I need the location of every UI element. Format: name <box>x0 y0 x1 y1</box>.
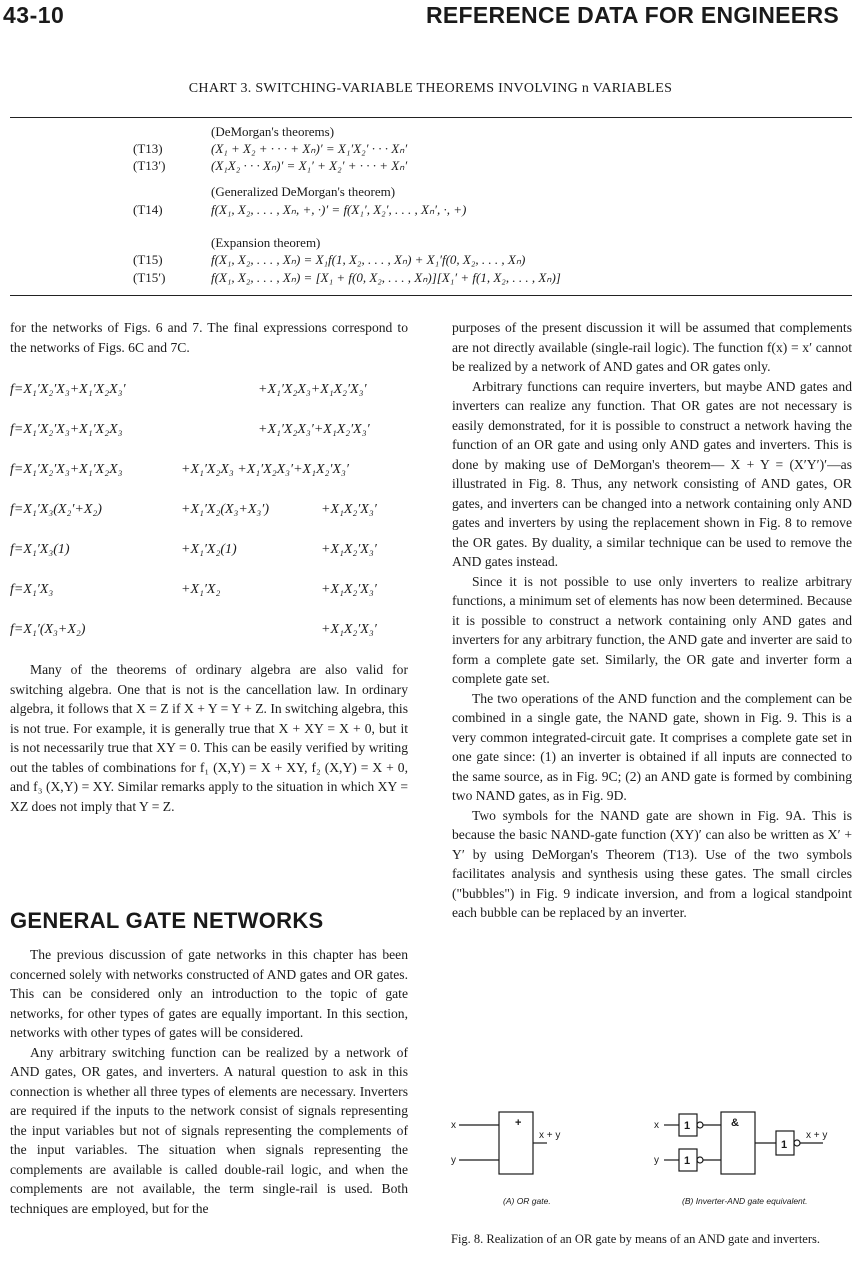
theorem-label: (T13′) <box>133 158 166 173</box>
equation-part: f=X₁′X₂′X₃+X₁′X₂X₃ <box>10 422 123 437</box>
figure-8-diagram <box>451 1098 852 1208</box>
paragraph: purposes of the present discussion it will be assumed that complements are not directly available (single-rail logic). The function f(x) = x′ cannot be realized by a network of AND gates and OR gates only. <box>452 320 852 374</box>
or-symbol: + <box>515 1117 522 1129</box>
theorem-formula: f(X₁, X₂, . . . , Xₙ, +, ·)′ = f(X₁′, X₂′, . . . , Xₙ′, ·, +) <box>211 202 467 217</box>
chart-bottom-rule <box>10 295 852 296</box>
theorem-label: (T15′) <box>133 270 166 285</box>
equation-part: +X₁′X₂X₃ +X₁′X₂X₃′+X₁X₂′X₃′ <box>181 462 349 477</box>
chart-top-rule <box>10 117 852 118</box>
equation-part: +X₁′X₂X₃′+X₁X₂′X₃′ <box>258 422 370 437</box>
equation-part: +X₁′X₂ <box>181 582 221 597</box>
equation-part: f=X₁′(X₃+X₂) <box>10 622 86 637</box>
equation-part: +X₁X₂′X₃′ <box>321 582 377 597</box>
theorem-formula: f(X₁, X₂, . . . , Xₙ) = [X₁ + f(0, X₂, . . . , Xₙ)][X₁′ + f(1, X₂, . . . , Xₙ)] <box>211 270 561 285</box>
paragraph: The two operations of the AND function and the complement can be combined in a single gate, the NAND gate, shown in Fig. 9. This is a very common integrated-circuit gate. It comprises a complete gate set in one gate since: (1) an inverter is obtained if all inputs are connected to the same source, as in Fig. 9C; (2) an AND gate is formed by combining two NAND gates, as in Fig. 9D. <box>452 690 852 803</box>
and-symbol: & <box>731 1117 739 1129</box>
page-header <box>0 0 861 30</box>
theorem-group-label: (Generalized DeMorgan's theorem) <box>211 184 396 199</box>
figure-8 <box>451 1098 852 1208</box>
equation-part: f=X₁′X₃(X₂′+X₂) <box>10 502 102 517</box>
section-heading: GENERAL GATE NETWORKS <box>10 908 324 933</box>
theorem-formula: f(X₁, X₂, . . . , Xₙ) = X₁f(1, X₂, . . . , Xₙ) + X₁′f(0, X₂, . . . , Xₙ) <box>211 252 526 267</box>
equation-part: f=X₁′X₃(1) <box>10 542 70 557</box>
theorem-formula: (X₁X₂ · · · Xₙ)′ = X₁′ + X₂′ + · · · + Xₙ′ <box>211 158 408 173</box>
equation-part: +X₁X₂′X₃′ <box>321 542 377 557</box>
inverter-symbol: 1 <box>684 1120 691 1132</box>
input-x-label: x <box>654 1120 659 1131</box>
equation-part: f=X₁′X₂′X₃+X₁′X₂X₃ <box>10 462 123 477</box>
input-y-label: y <box>654 1155 659 1166</box>
inverter-symbol: 1 <box>684 1155 691 1167</box>
subfigure-a-caption: (A) OR gate. <box>503 1196 551 1206</box>
equation-part: +X₁X₂′X₃′ <box>321 502 377 517</box>
theorem-formula: (X₁ + X₂ + · · · + Xₙ)′ = X₁′X₂′ · · · Xₙ′ <box>211 141 408 156</box>
output-label: x + y <box>806 1130 828 1141</box>
right-body <box>452 318 852 923</box>
paragraph: Arbitrary functions can require inverters, but maybe AND gates and inverters can realize any function. That OR gates are not necessary is easily demonstrated, for it is possible to construct a network having the function of an OR gate and using only AND gates and inverters. This is done by making use of DeMorgan's theorem— X + Y = (X′Y′)′—as illustrated in Fig. 8. Thus, any network consisting of AND gates, OR gates, and inverters can be changed into a network containing only AND gates and inverters by using the replacement shown in Fig. 8 to remove the OR gates. By duality, a similar technique can be used to remove the AND gates instead. <box>452 378 852 569</box>
intro-paragraph: for the networks of Figs. 6 and 7. The final expressions correspond to the networks of Figs. 6C and 7C. <box>10 320 408 355</box>
subfigure-b-caption: (B) Inverter-AND gate equivalent. <box>682 1196 808 1206</box>
left-body-1 <box>10 660 408 816</box>
theorem-label: (T13) <box>133 141 163 156</box>
paragraph: The previous discussion of gate networks in this chapter has been concerned solely with networks constructed of AND gates and OR gates. This can be considered only an introduction to the topic of gate networks, for other types of gates are equally important. In this section, networks with other types of gates will be considered. <box>10 947 408 1040</box>
equation-part: +X₁′X₂(X₃+X₃′) <box>181 502 270 517</box>
paragraph: Two symbols for the NAND gate are shown in Fig. 9A. This is because the basic NAND-gate function (XY)′ can also be written as X′ + Y′ by using DeMorgan's Theorem (T13). Use of the two symbols facilitates analysis and synthesis using these gates. The small circles ("bubbles") in Fig. 9 indicate inversion, and from a logical standpoint each bubble can be replaced by an inverter. <box>452 807 852 920</box>
book-title: REFERENCE DATA FOR ENGINEERS <box>425 2 839 28</box>
equation-part: f=X₁′X₂′X₃+X₁′X₂X₃′ <box>10 382 126 397</box>
left-intro <box>10 318 408 357</box>
cancellation-paragraph: Many of the theorems of ordinary algebra are also valid for switching algebra. One that is not is the cancellation law. In ordinary algebra, it follows that X = Z if X + Y = Y + Z. In switching algebra, this is not true. For example, it is generally true that X + XY = X + 0, but it is not necessarily true that XY = 0. This can be easily verified by writing out the tables of combinations for f₁ (X,Y) = X + XY, f₂ (X,Y) = X + 0, and f₃ (X,Y) = XY. Similar remarks apply to the situation in which XY = XZ does not imply that Y = Z. <box>10 662 408 814</box>
left-body-2 <box>10 945 408 1218</box>
paragraph: Since it is not possible to use only inverters to realize arbitrary functions, a minimum set of elements has now been determined. Because it is possible to construct a network containing only AND gates and inverters for any arbitrary function, the AND gate and inverter are said to form a complete gate set. Similarly, the OR gate and inverter form a complete gate set. <box>452 573 852 686</box>
theorem-group-label: (Expansion theorem) <box>211 235 321 250</box>
theorem-group-label: (DeMorgan's theorems) <box>211 124 335 139</box>
page-number: 43-10 <box>3 2 65 28</box>
paragraph: Any arbitrary switching function can be realized by a network of AND gates, OR gates, and inverters. A natural question to ask in this connection is whether all three types of elements are necessary. Inverters are required if the inputs to the network consist of signals representing the input variables but not of signals representing the complements of the input variables. The situation when signals representing the complements are available is called double-rail logic, and when the complements are not available, the term single-rail is used. Both techniques are employed, but for the <box>10 1044 408 1216</box>
theorem-label: (T15) <box>133 252 163 267</box>
output-label: x + y <box>539 1130 561 1141</box>
figure-8-caption: Fig. 8. Realization of an OR gate by means of an AND gate and inverters. <box>451 1232 821 1246</box>
input-y-label: y <box>451 1155 456 1166</box>
equation-part: +X₁′X₂X₃+X₁X₂′X₃′ <box>258 382 367 397</box>
equation-part: +X₁X₂′X₃′ <box>321 622 377 637</box>
equation-part: f=X₁′X₃ <box>10 582 54 597</box>
chart-title: CHART 3. SWITCHING-VARIABLE THEOREMS INVOLVING n VARIABLES <box>188 81 673 96</box>
inverter-symbol: 1 <box>781 1139 788 1151</box>
theorem-label: (T14) <box>133 202 163 217</box>
equation-part: +X₁′X₂(1) <box>181 542 237 557</box>
input-x-label: x <box>451 1120 456 1131</box>
